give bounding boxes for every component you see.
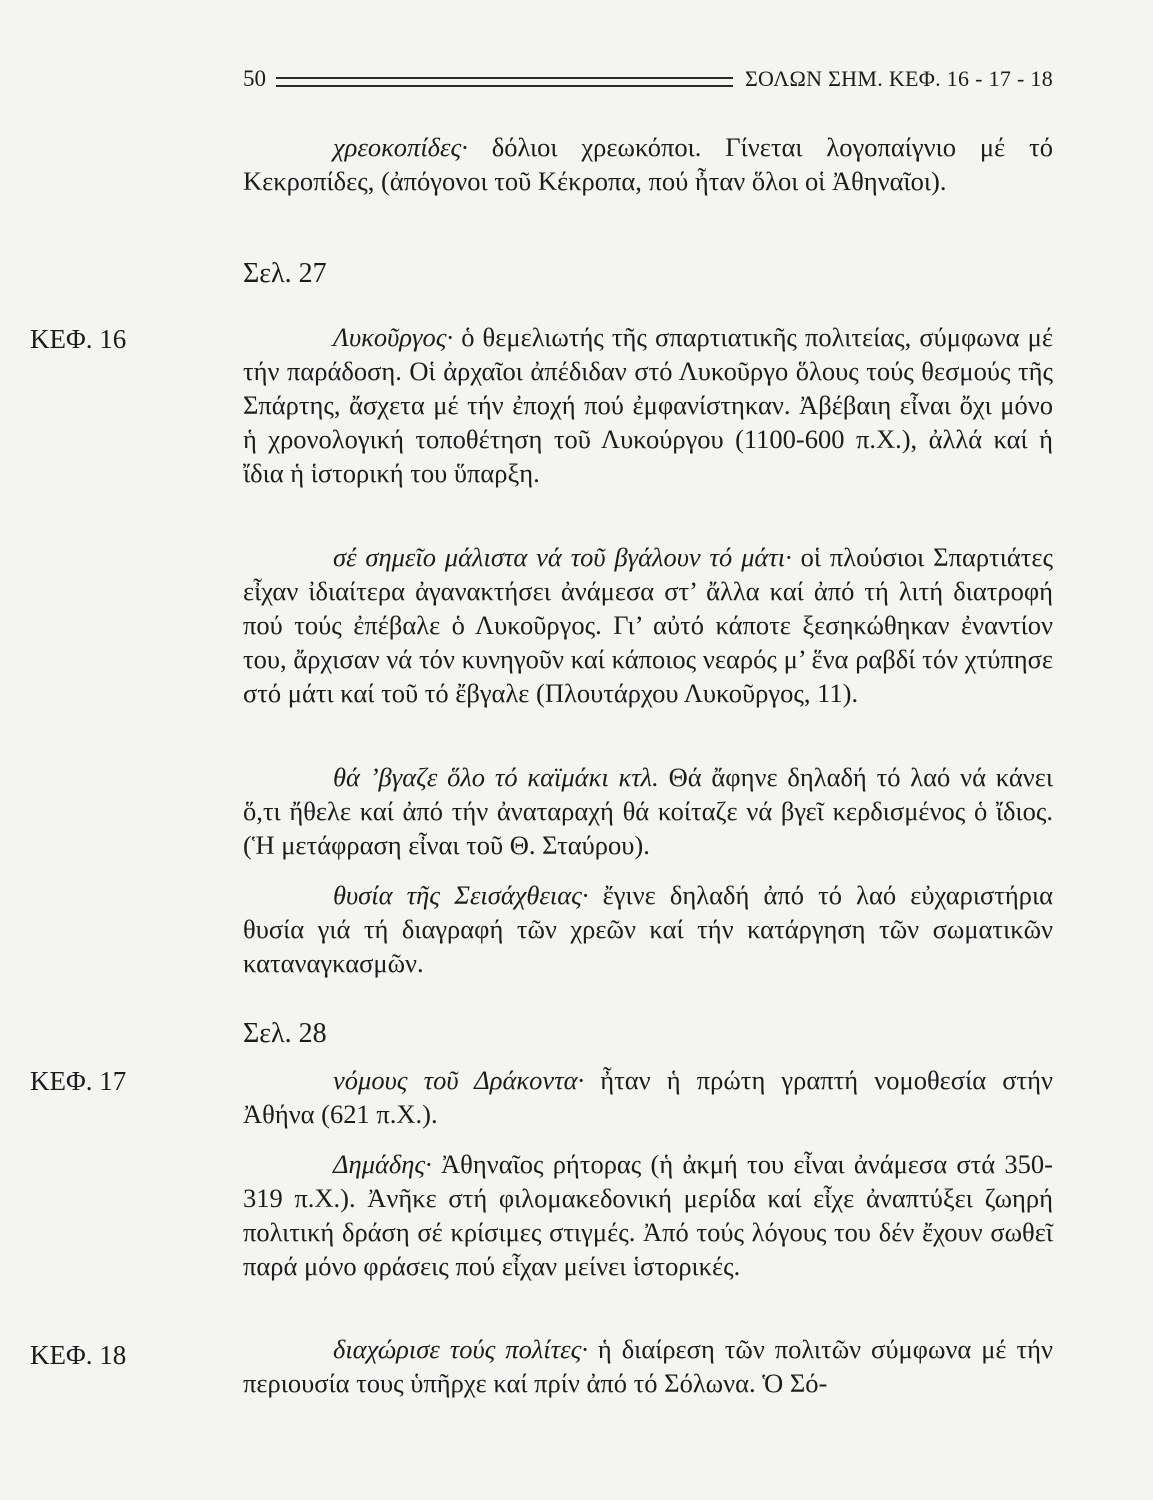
- page-header: [243, 62, 1053, 96]
- entry-text: Θά ἄφηνε δηλαδή τό λαό νά κάνει ὅ,τι ἤθελε καί ἀπό τήν ἀναταραχή θά κοίταζε νά βγεῖ κερδισμένος ὁ ἴδιος. (Ἡ μετάφραση εἶναι τοῦ Θ. Σταύρου).: [243, 762, 1053, 860]
- entry-text: ἡ διαίρεση τῶν πολιτῶν σύμφωνα μέ τήν περιουσία τους ὑπῆρχε καί πρίν ἀπό τό Σόλωνα. Ὁ Σό-: [243, 1334, 1053, 1398]
- entry-text: δόλιοι χρεωκόποι. Γίνεται λογοπαίγνιο μέ τό Κεκροπίδες, (ἀπόγονοι τοῦ Κέκροπα, πού ἦταν ὅλοι οἱ Ἀθηναῖοι).: [243, 132, 1053, 196]
- entry-chreokopides: [243, 130, 1053, 198]
- entry-seisachtheia: [243, 878, 1053, 980]
- entry-head: χρεοκοπίδες·: [333, 132, 468, 162]
- page-number: 50: [243, 66, 266, 91]
- section-heading-sel-28: Σελ. 28: [243, 1018, 327, 1049]
- entry-head: διαχώρισε τούς πολίτες·: [333, 1334, 588, 1364]
- header-rule: [276, 77, 733, 87]
- margin-label-kef-17: ΚΕΦ. 17: [30, 1066, 127, 1096]
- entry-kaimaki: [243, 760, 1053, 862]
- entry-drakon: [243, 1063, 1053, 1131]
- entry-head: θά ’βγαζε ὅλο τό καϊμάκι κτλ.: [333, 762, 659, 792]
- entry-text: ὁ θεμελιωτής τῆς σπαρτιατικῆς πολιτείας, σύμφωνα μέ τήν παράδοση. Οἱ ἀρχαῖοι ἀπέδιδαν στό Λυκοῦργο ὅλους τούς θεσμούς τῆς Σπάρτης, ἄσχετα μέ τήν ἐποχή πού ἐμφανίστηκαν. Ἀβέβαιη εἶναι ὄχι μόνο ἡ χρονολογική τοποθέτηση τοῦ Λυκούργου (1100-600 π.Χ.), ἀλλά καί ἡ ἴδια ἡ ἱστορική του ὕπαρξη.: [243, 322, 1053, 488]
- entry-text: ἔγινε δηλαδή ἀπό τό λαό εὐχαριστήρια θυσία γιά τή διαγραφή τῶν χρεῶν καί τήν κατάργηση τῶν σωματικῶν καταναγκασμῶν.: [243, 880, 1053, 978]
- entry-text: οἱ πλούσιοι Σπαρτιάτες εἶχαν ἰδιαίτερα ἀγανακτήσει ἀνάμεσα στ’ ἄλλα καί ἀπό τή λιτή διατροφή πού τούς ἐπέβαλε ὁ Λυκοῦργος. Γι’ αὐτό κάποτε ξεσηκώθηκαν ἐναντίον του, ἄρχισαν νά τόν κυνηγοῦν καί κάποιος νεαρός μ’ ἕνα ραβδί τόν χτύπησε στό μάτι καί τοῦ τό ἔβγαλε (Πλουτάρχου Λυκοῦργος, 11).: [243, 542, 1053, 708]
- entry-head: νόμους τοῦ Δράκοντα·: [333, 1065, 585, 1095]
- entry-head: σέ σημεῖο μάλιστα νά τοῦ βγάλουν τό μάτι·: [333, 542, 792, 572]
- entry-lykourgos: [243, 320, 1053, 490]
- running-title: ΣΟΛΩΝ ΣΗΜ. ΚΕΦ. 16 - 17 - 18: [744, 66, 1053, 91]
- entry-text: Ἀθηναῖος ρήτορας (ἡ ἀκμή του εἶναι ἀνάμεσα στά 350-319 π.Χ.). Ἀνῆκε στή φιλομακεδονική μερίδα καί εἶχε ἀναπτύξει ζωηρή πολιτική δράση σέ κρίσιμες στιγμές. Ἀπό τούς λόγους του δέν ἔχουν σωθεῖ παρά μόνο φράσεις πού εἶχαν μείνει ἱστορικές.: [243, 1149, 1053, 1281]
- entry-diachorise: [243, 1332, 1053, 1400]
- section-heading-sel-27: Σελ. 27: [243, 258, 327, 289]
- entry-head: θυσία τῆς Σεισάχθειας·: [333, 880, 589, 910]
- entry-head: Δημάδης·: [333, 1149, 432, 1179]
- entry-head: Λυκοῦργος·: [333, 322, 454, 352]
- entry-demades: [243, 1147, 1053, 1283]
- margin-label-kef-18: ΚΕΦ. 18: [30, 1340, 127, 1370]
- entry-text: ἦταν ἡ πρώτη γραπτή νομοθεσία στήν Ἀθήνα (621 π.Χ.).: [243, 1065, 1053, 1129]
- entry-mati: [243, 540, 1053, 710]
- margin-label-kef-16: ΚΕΦ. 16: [30, 324, 127, 354]
